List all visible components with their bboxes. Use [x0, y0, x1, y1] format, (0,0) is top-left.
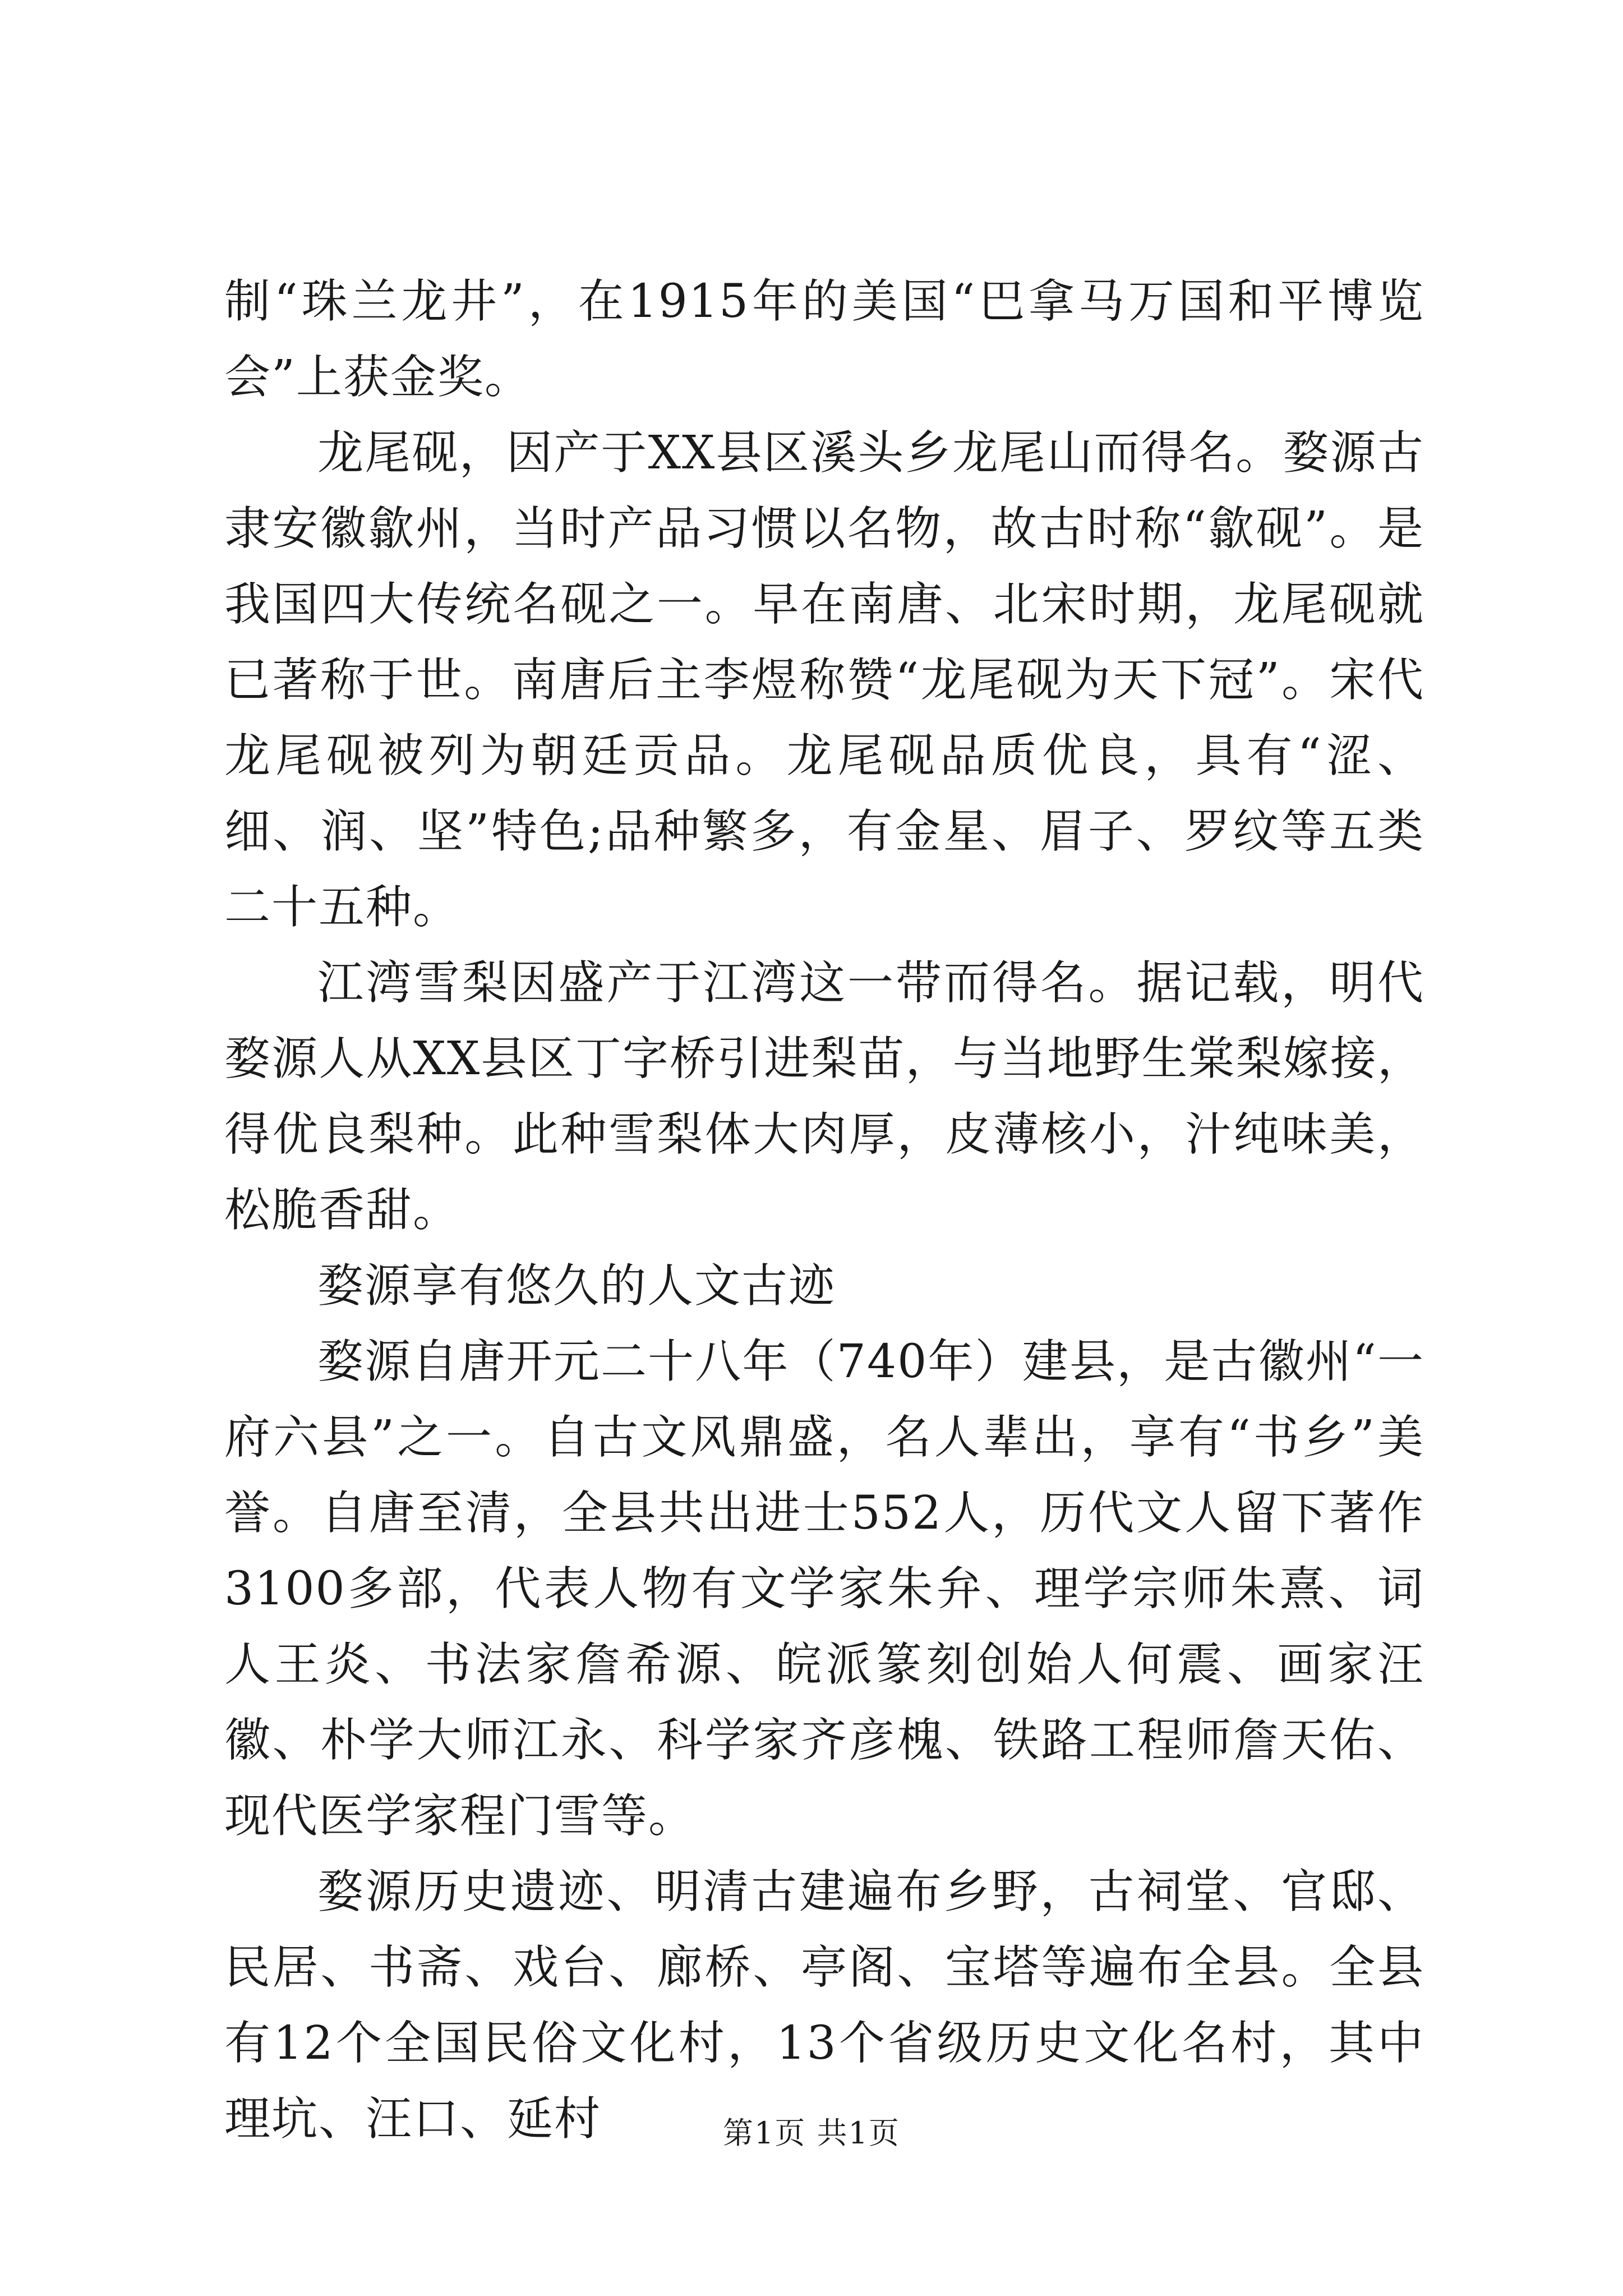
document-body	[224, 264, 1424, 2157]
paragraph-jiangwan-pear: 江湾雪梨因盛产于江湾这一带而得名。据记载，明代婺源人从XX县区丁字桥引进梨苗，与当地野生棠梨嫁接，得优良梨种。此种雪梨体大肉厚，皮薄核小，汁纯味美，松脆香甜。	[224, 956, 1424, 1237]
paragraph-county-history: 婺源自唐开元二十八年（740年）建县，是古徽州“一府六县”之一。自古文风鼎盛，名人辈出，享有“书乡”美誉。自唐至清，全县共出进士552人，历代文人留下著作3100多部，代表人物有文学家朱弁、理学宗师朱熹、词人王炎、书法家詹希源、皖派篆刻创始人何震、画家汪徽、朴学大师江永、科学家齐彦槐、铁路工程师詹天佑、现代医学家程门雪等。	[224, 1335, 1424, 1843]
paragraph-tea-award: 制“珠兰龙井”，在1915年的美国“巴拿马万国和平博览会”上获金奖。	[224, 275, 1424, 404]
paragraph-historic-sites: 婺源历史遗迹、明清古建遍布乡野，古祠堂、官邸、民居、书斋、戏台、廊桥、亭阁、宝塔等遍布全县。全县有12个全国民俗文化村，13个省级历史文化名村，其中理坑、汪口、延村	[224, 1865, 1424, 2146]
section-heading-cultural-heritage: 婺源享有悠久的人文古迹	[317, 1259, 836, 1313]
page-footer: 第1页 共1页	[723, 2115, 900, 2151]
paragraph-longwei-inkstone: 龙尾砚，因产于XX县区溪头乡龙尾山而得名。婺源古隶安徽歙州，当时产品习惯以名物，故古时称“歙砚”。是我国四大传统名砚之一。早在南唐、北宋时期，龙尾砚就已著称于世。南唐后主李煜称赞“龙尾砚为天下冠”。宋代龙尾砚被列为朝廷贡品。龙尾砚品质优良，具有“涩、细、润、坚”特色;品种繁多，有金星、眉子、罗纹等五类二十五种。	[224, 426, 1424, 934]
